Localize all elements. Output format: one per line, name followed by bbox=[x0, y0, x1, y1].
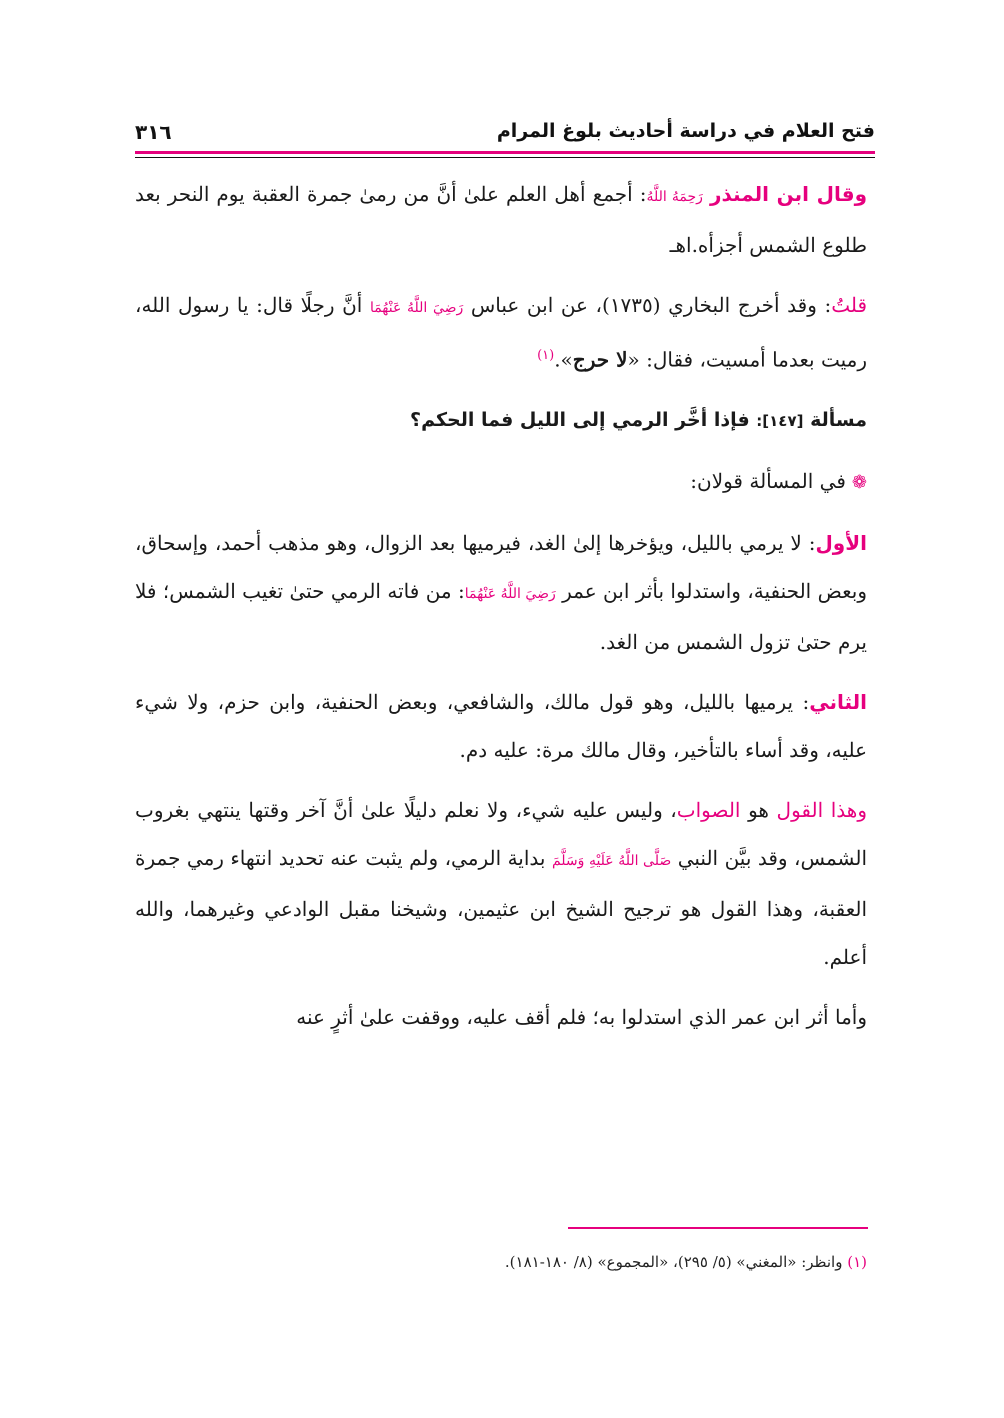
page-number: ٣١٦ bbox=[135, 120, 172, 144]
paragraph-text: : يرميها بالليل، وهو قول مالك، والشافعي، وبعض الحنفية، وابن حزم، ولا شيء عليه، وقد أساء بالتأخير، وقال مالك مرة: عليه دم. bbox=[135, 689, 867, 762]
paragraph-bukhari-hadith bbox=[135, 281, 867, 384]
honorific-glyph: رَحِمَهُ اللَّهُ bbox=[646, 189, 703, 205]
paragraph-text: : لا يرمي بالليل، ويؤخرها إلىٰ الغد، فيرميها بعد الزوال، وهو مذهب أحمد، وإسحاق، وبعض الحنفية، واستدلوا بأثر ابن عمر bbox=[135, 530, 867, 603]
honorific-glyph: صَلَّى اللَّهُ عَلَيْهِ وَسَلَّمَ bbox=[551, 852, 672, 869]
lead-word: قلتُ bbox=[831, 293, 868, 317]
paragraph-text: : من فاته الرمي حتىٰ تغيب الشمس؛ فلا يرم حتىٰ تزول الشمس من الغد. bbox=[135, 578, 867, 654]
question-text: فإذا أخَّر الرمي إلى الليل فما الحكم؟ bbox=[410, 408, 750, 431]
paragraph-first-opinion bbox=[135, 519, 867, 666]
footnote-number: (١) bbox=[847, 1253, 867, 1271]
paragraph-text: ، وليس عليه شيء، ولا نعلم دليلًا علىٰ أنَّ آخر وقتها ينتهي بغروب الشمس، وقد بيَّن النبي bbox=[135, 797, 868, 870]
question-heading bbox=[135, 396, 867, 445]
question-number: [١٤٧]: bbox=[756, 411, 804, 430]
question-label: مسألة bbox=[810, 408, 867, 431]
paragraph-text: : وقد أخرج البخاري (١٧٣٥)، عن ابن عباس bbox=[470, 293, 832, 317]
paragraph-text: أنَّ رجلًا قال: يا رسول الله، رميت بعدما أمسيت، فقال: « bbox=[135, 293, 867, 372]
lead-word: الثاني bbox=[809, 689, 867, 714]
honorific-glyph: رَضِيَ اللَّهُ عَنْهُمَا bbox=[369, 300, 464, 316]
lead-word: الأول bbox=[815, 530, 867, 555]
paragraph-ibn-al-mundhir bbox=[135, 170, 867, 269]
header-rule-accent bbox=[135, 151, 875, 154]
paragraph-text: وأما أثر ابن عمر الذي استدلوا به؛ فلم أقف عليه، ووقفت علىٰ أثرٍ عنه bbox=[296, 1004, 867, 1029]
lead-phrase: الصواب bbox=[676, 797, 741, 822]
footnote bbox=[135, 1250, 867, 1274]
hadith-quote: لا حرج bbox=[572, 347, 628, 372]
honorific-glyph: رَضِيَ اللَّهُ عَنْهُمَا bbox=[464, 585, 556, 602]
speaker-name: وقال ابن المنذر bbox=[709, 182, 868, 206]
paragraph-text: في المسألة قولان: bbox=[690, 468, 846, 493]
footnote-rule bbox=[568, 1227, 868, 1229]
main-text bbox=[135, 170, 867, 1053]
paragraph-text: : أجمع أهل العلم علىٰ أنَّ من رمىٰ جمرة العقبة يوم النحر بعد طلوع الشمس أجزأه.اهـ bbox=[135, 182, 867, 257]
paragraph-text: ». bbox=[554, 347, 573, 372]
book-title: فتح العلام في دراسة أحاديث بلوغ المرام bbox=[496, 120, 875, 142]
paragraph-preferred-opinion bbox=[135, 786, 867, 981]
paragraph-text: هو bbox=[740, 797, 777, 822]
footnote-text: وانظر: «المغني» (٥/ ٢٩٥)، «المجموع» (٨/ ١٨٠-١٨١). bbox=[504, 1253, 848, 1271]
footnote-reference: (١) bbox=[537, 348, 555, 363]
paragraph-ibn-umar-athar bbox=[135, 993, 867, 1041]
header-rule bbox=[135, 157, 875, 158]
running-header bbox=[135, 116, 875, 152]
flower-icon: ❁ bbox=[851, 471, 867, 493]
paragraph-two-opinions bbox=[135, 457, 867, 507]
paragraph-second-opinion bbox=[135, 678, 867, 774]
paragraph-text: بداية الرمي، ولم يثبت عنه تحديد انتهاء رمي جمرة العقبة، وهذا القول هو ترجيح الشيخ ابن عثيمين، وشيخنا مقبل الوادعي وغيرهما، والله أعلم. bbox=[135, 845, 867, 969]
lead-phrase: وهذا القول bbox=[776, 797, 868, 822]
